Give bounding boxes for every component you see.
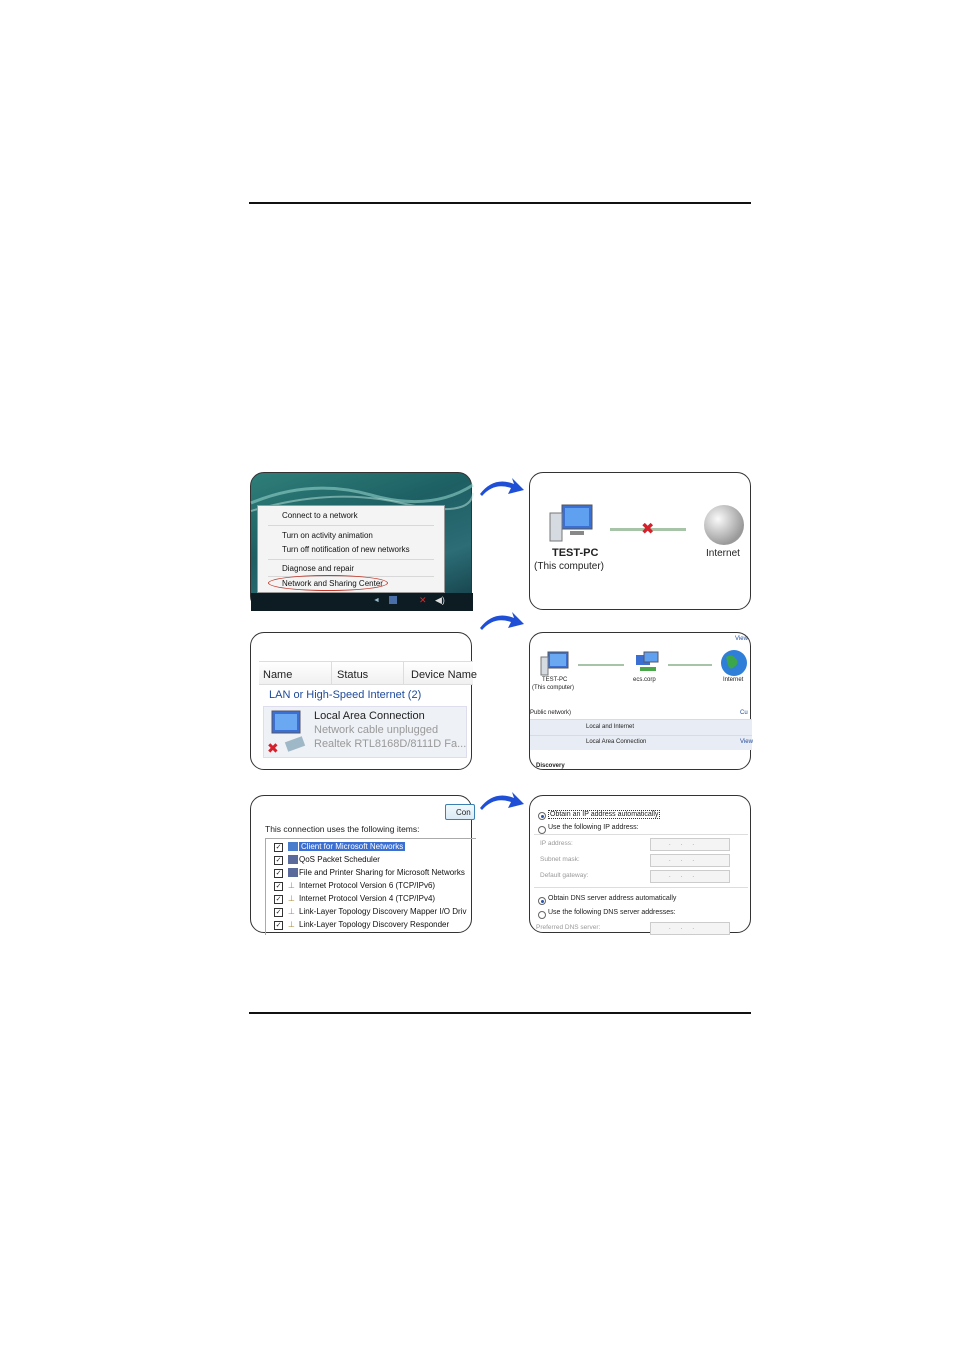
connection-line <box>578 664 624 666</box>
item-checkbox[interactable]: ✓ <box>275 857 282 864</box>
item-label[interactable]: QoS Packet Scheduler <box>299 855 380 864</box>
sharing-icon <box>288 868 298 877</box>
globe-icon <box>720 649 748 677</box>
view-status-link[interactable]: View <box>740 739 753 745</box>
network-adapter-icon <box>266 709 310 755</box>
protocol-icon: ⊥ <box>288 907 295 916</box>
scheduler-icon <box>288 855 298 864</box>
panel-connection-properties <box>250 795 472 933</box>
column-header-bar <box>259 661 478 685</box>
menu-connect-network[interactable]: Connect to a network <box>282 511 358 520</box>
ip-address-field[interactable]: ... <box>650 838 730 851</box>
node-internet-label: Internet <box>723 677 744 683</box>
speaker-icon[interactable]: ◀) <box>435 595 445 605</box>
dns-auto-label[interactable]: Obtain DNS server address automatically <box>548 895 677 902</box>
customize-link[interactable]: Cu <box>740 710 748 716</box>
item-checkbox[interactable]: ✓ <box>275 909 282 916</box>
top-rule <box>249 202 751 204</box>
connection-line <box>668 664 712 666</box>
column-status[interactable]: Status <box>337 669 369 681</box>
connection-label: Local Area Connection <box>586 739 647 745</box>
item-checkbox[interactable]: ✓ <box>275 844 282 851</box>
panel-ipv4-properties <box>529 795 751 933</box>
ip-address-label: IP address: <box>540 840 573 847</box>
default-gateway-label: Default gateway: <box>540 872 589 879</box>
item-checkbox[interactable]: ✓ <box>275 922 282 929</box>
ip-auto-label[interactable]: Obtain an IP address automatically <box>550 811 659 818</box>
ip-auto-radio[interactable] <box>538 812 546 820</box>
preferred-dns-field[interactable]: ... <box>650 922 730 935</box>
svg-text:✖: ✖ <box>267 741 279 757</box>
subnet-mask-label: Subnet mask: <box>540 856 580 863</box>
bottom-rule <box>249 1012 751 1014</box>
menu-diagnose-repair[interactable]: Diagnose and repair <box>282 564 355 573</box>
computer-name: TEST-PC <box>552 547 599 559</box>
items-heading: This connection uses the following items: <box>265 824 420 834</box>
item-label[interactable]: Client for Microsoft Networks <box>301 842 404 851</box>
column-divider <box>403 662 404 684</box>
protocol-icon: ⊥ <box>288 881 295 890</box>
network-icon <box>632 651 662 677</box>
node-network-name: ecs.corp <box>633 677 656 683</box>
arrow-icon <box>476 788 526 814</box>
computer-icon <box>548 503 594 543</box>
column-name[interactable]: Name <box>263 669 293 681</box>
item-checkbox[interactable]: ✓ <box>275 870 282 877</box>
ip-manual-label[interactable]: Use the following IP address: <box>548 824 639 831</box>
access-label: Local and Internet <box>586 724 635 730</box>
dns-manual-radio[interactable] <box>538 911 546 919</box>
connection-device: Realtek RTL8168D/8111D Fa... <box>314 738 467 750</box>
item-checkbox[interactable]: ✓ <box>275 896 282 903</box>
arrow-icon <box>476 474 526 500</box>
ip-manual-radio[interactable] <box>538 826 546 834</box>
connection-name: Local Area Connection <box>314 710 425 722</box>
view-full-map-link[interactable]: View <box>735 636 748 642</box>
tray-chevron-icon[interactable]: ◄ <box>373 597 380 604</box>
internet-label: Internet <box>706 548 740 559</box>
panel-connections-list <box>250 632 478 770</box>
highlight-ellipse <box>268 575 388 591</box>
protocol-icon: ⊥ <box>288 920 295 929</box>
default-gateway-field[interactable]: ... <box>650 870 730 883</box>
configure-button[interactable]: Con <box>445 804 475 820</box>
column-device-name[interactable]: Device Name <box>411 669 478 681</box>
item-checkbox[interactable]: ✓ <box>275 883 282 890</box>
item-label[interactable]: Link-Layer Topology Discovery Mapper I/O Driv <box>299 907 467 916</box>
network-type: Public network) <box>530 710 572 716</box>
item-label[interactable]: Internet Protocol Version 6 (TCP/IPv6) <box>299 881 436 890</box>
menu-separator <box>268 525 434 526</box>
item-label[interactable]: Link-Layer Topology Discovery Responder <box>299 920 450 929</box>
preferred-dns-label: Preferred DNS server: <box>536 924 601 931</box>
menu-network-sharing-center[interactable]: Network and Sharing Center <box>282 579 383 588</box>
group-label: LAN or High-Speed Internet (2) <box>269 689 422 701</box>
item-label[interactable]: File and Printer Sharing for Microsoft Networks <box>299 868 465 877</box>
dns-auto-radio[interactable] <box>538 897 546 905</box>
subnet-mask-field[interactable]: ... <box>650 854 730 867</box>
panel-tray-menu <box>250 472 472 610</box>
menu-separator <box>268 559 434 560</box>
menu-notification-off[interactable]: Turn off notification of new networks <box>282 545 410 554</box>
access-row <box>530 719 752 736</box>
items-list <box>265 838 476 935</box>
arrow-icon <box>476 608 526 634</box>
globe-icon <box>702 503 746 547</box>
discovery-heading: Discovery <box>536 763 565 769</box>
connection-item[interactable] <box>263 706 467 758</box>
connection-error-icon: ✖ <box>641 521 655 538</box>
panel-network-map <box>529 472 751 610</box>
language-icon[interactable] <box>389 596 397 604</box>
panel-sharing-center <box>529 632 751 770</box>
protocol-icon: ⊥ <box>288 894 295 903</box>
dns-manual-label[interactable]: Use the following DNS server addresses: <box>548 909 676 916</box>
client-icon <box>288 842 298 851</box>
connection-status: Network cable unplugged <box>314 724 439 736</box>
computer-subtitle: (This computer) <box>534 561 605 572</box>
menu-activity-animation[interactable]: Turn on activity animation <box>282 531 373 540</box>
network-error-icon[interactable]: ✕ <box>419 595 427 605</box>
column-divider <box>331 662 332 684</box>
computer-icon <box>540 651 570 677</box>
item-label[interactable]: Internet Protocol Version 4 (TCP/IPv4) <box>299 894 436 903</box>
taskbar <box>251 593 473 611</box>
node-computer-subtitle: (This computer) <box>532 685 575 691</box>
context-menu <box>257 505 445 593</box>
node-computer-name: TEST-PC <box>542 677 568 683</box>
connection-row <box>530 735 752 750</box>
